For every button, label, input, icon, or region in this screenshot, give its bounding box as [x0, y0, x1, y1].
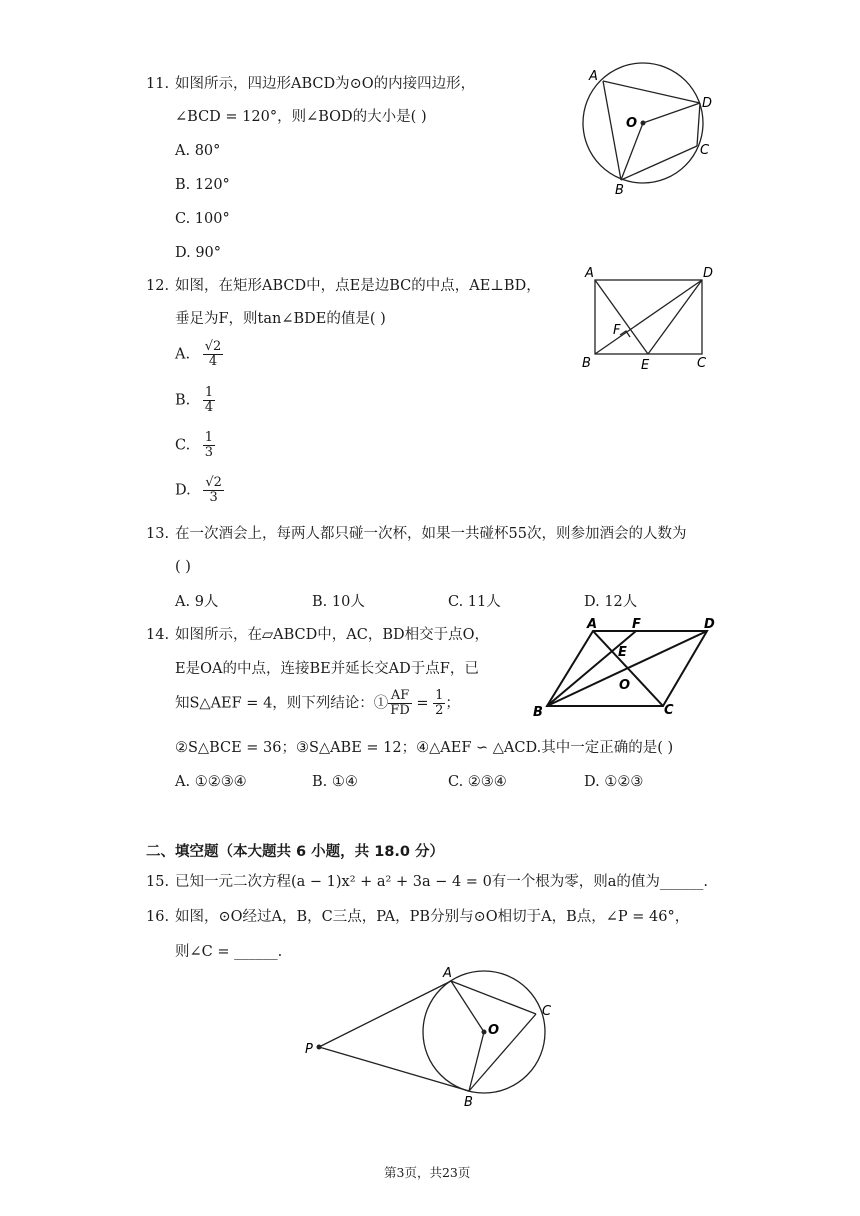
q14-label-b: B: [533, 705, 543, 720]
q16-label-c: C: [542, 1004, 552, 1019]
q16-label-a: A: [443, 966, 452, 981]
q14-fraction-half: $\frac{1}{2}$: [435, 688, 444, 718]
q14-option-b[interactable]: B. ①④: [312, 774, 358, 790]
q11-label-o: O: [626, 116, 638, 131]
q14-label-c: C: [664, 703, 674, 718]
q12-label-c: C: [697, 356, 707, 371]
q12-label-e: E: [641, 358, 650, 373]
q12-option-d[interactable]: D. $\frac{√2}{3}$: [175, 475, 222, 505]
q16-line1: 如图，⊙O经过A，B，C三点，PA，PB分别与⊙O相切于A，B点，∠P = 46°，: [175, 909, 690, 925]
q16-label-o: O: [488, 1023, 500, 1038]
section-2-title: 二、填空题（本大题共 6 小题，共 18.0 分）: [146, 844, 445, 860]
page-footer: 第3页，共23页: [384, 1165, 471, 1180]
q14-parallelogram-figure: [528, 610, 723, 720]
q12-option-b-fraction: $\frac{1}{4}$: [204, 385, 214, 415]
q16-number: 16.: [146, 909, 170, 925]
q11-option-b[interactable]: B. 120°: [175, 177, 230, 193]
q14-number: 14.: [146, 627, 170, 643]
q14-option-a[interactable]: A. ①②③④: [175, 774, 247, 790]
q14-label-e: E: [618, 645, 627, 660]
q14-line4: ②S△BCE = 36；③S△ABE = 12；④△AEF ∽ △ACD.其中一定正确的是( ): [175, 740, 674, 756]
q16-tangent-figure: [300, 960, 560, 1110]
q14-label-f: F: [632, 617, 641, 632]
q13-option-d[interactable]: D. 12人: [584, 594, 638, 610]
q11-circle-figure: [575, 60, 725, 200]
q11-label-c: C: [700, 143, 710, 158]
q15-number: 15.: [146, 874, 170, 890]
q12-option-c-fraction: $\frac{1}{3}$: [204, 430, 214, 460]
q14-label-o: O: [619, 678, 631, 693]
q11-option-c[interactable]: C. 100°: [175, 211, 230, 227]
q11-line2: ∠BCD = 120°，则∠BOD的大小是( ): [175, 109, 427, 125]
q15-line1: 已知一元二次方程(a − 1)x² + a² + 3a − 4 = 0有一个根为零，则a的值为______.: [175, 874, 709, 890]
q12-label-d: D: [703, 266, 714, 281]
q11-line1: 如图所示，四边形ABCD为⊙O的内接四边形，: [175, 76, 476, 92]
q12-number: 12.: [146, 278, 170, 294]
q11-label-d: D: [702, 96, 713, 111]
q14-line3: 知S△AEF = 4，则下列结论：① $\frac{AF}{FD}$ = $\frac{1}{2}$ ；: [175, 688, 460, 718]
q11-number: 11.: [146, 76, 170, 92]
q14-fraction-af-fd: $\frac{AF}{FD}$: [390, 688, 410, 718]
q12-option-b[interactable]: B. $\frac{1}{4}$: [175, 385, 214, 415]
q14-label-a: A: [587, 617, 598, 632]
q14-line1: 如图所示，在▱ABCD中，AC，BD相交于点O，: [175, 627, 490, 643]
q13-line2: ( ): [175, 559, 191, 575]
q16-line2: 则∠C = ______.: [175, 944, 283, 960]
q11-option-d[interactable]: D. 90°: [175, 245, 222, 261]
q12-option-a-fraction: $\frac{√2}{4}$: [204, 339, 222, 369]
q16-label-b: B: [464, 1095, 473, 1110]
q13-line1: 在一次酒会上，每两人都只碰一次杯，如果一共碰杯55次，则参加酒会的人数为: [175, 526, 687, 542]
q11-option-a[interactable]: A. 80°: [175, 143, 221, 159]
q14-option-d[interactable]: D. ①②③: [584, 774, 644, 790]
q12-label-a: A: [585, 266, 594, 281]
q11-label-a: A: [589, 69, 598, 84]
q13-option-b[interactable]: B. 10人: [312, 594, 365, 610]
q12-rectangle-figure: [578, 262, 718, 374]
q13-option-c[interactable]: C. 11人: [448, 594, 501, 610]
q13-option-a[interactable]: A. 9人: [175, 594, 219, 610]
q14-label-d: D: [704, 617, 715, 632]
q14-line2: E是OA的中点，连接BE并延长交AD于点F，已: [175, 661, 479, 677]
q12-option-c[interactable]: C. $\frac{1}{3}$: [175, 430, 214, 460]
q12-option-d-fraction: $\frac{√2}{3}$: [205, 475, 222, 505]
q12-line1: 如图，在矩形ABCD中，点E是边BC的中点，AE⊥BD，: [175, 278, 541, 294]
q12-option-a[interactable]: A. $\frac{√2}{4}$: [175, 339, 222, 369]
q12-line2: 垂足为F，则tan∠BDE的值是( ): [175, 311, 386, 327]
q11-label-b: B: [615, 183, 624, 198]
q14-option-c[interactable]: C. ②③④: [448, 774, 507, 790]
q12-label-b: B: [582, 356, 591, 371]
q16-label-p: P: [305, 1042, 313, 1057]
q13-number: 13.: [146, 526, 170, 542]
q12-label-f: F: [613, 323, 621, 338]
